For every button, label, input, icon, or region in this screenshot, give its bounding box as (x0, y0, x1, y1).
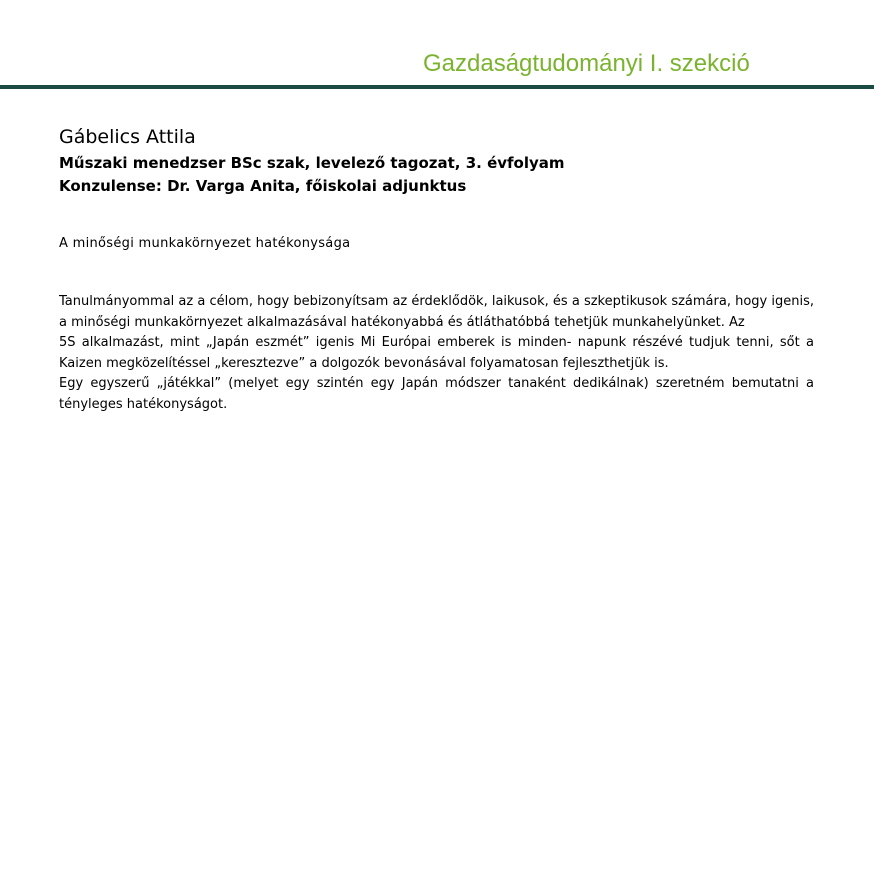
abstract (59, 292, 814, 415)
abstract-paragraph: Egy egyszerű „játékkal” (melyet egy szintén egy Japán módszer tanaként dedikálnak) szeretném bemutatni a tényleges hatékonyságot. (59, 376, 814, 412)
author-name: Gábelics Attila (59, 126, 196, 148)
paper-title: A minőségi munkakörnyezet hatékonysága (59, 236, 351, 251)
abstract-paragraph: Tanulmányommal az a célom, hogy bebizonyítsam az érdeklődök, laikusok, és a szkeptikusok számára, hogy igenis, a minőségi munkakörnyezet alkalmazásával hatékonyabbá és átláthatóbbá tehetjük munkahelyünket. Az (59, 294, 814, 330)
abstract-paragraph: 5S alkalmazást, mint „Japán eszmét” igenis Mi Európai emberek is minden- napunk részévé tudjuk tenni, sőt a Kaizen megközelítéssel „keresztezve” a dolgozók bevonásával folyamatosan fejleszthetjük is. (59, 335, 814, 371)
section-title: Gazdaságtudományi I. szekció (423, 50, 750, 77)
author-program: Műszaki menedzser BSc szak, levelező tagozat, 3. évfolyam (59, 154, 565, 172)
header-divider (0, 85, 874, 89)
author-advisor: Konzulense: Dr. Varga Anita, főiskolai adjunktus (59, 177, 467, 195)
